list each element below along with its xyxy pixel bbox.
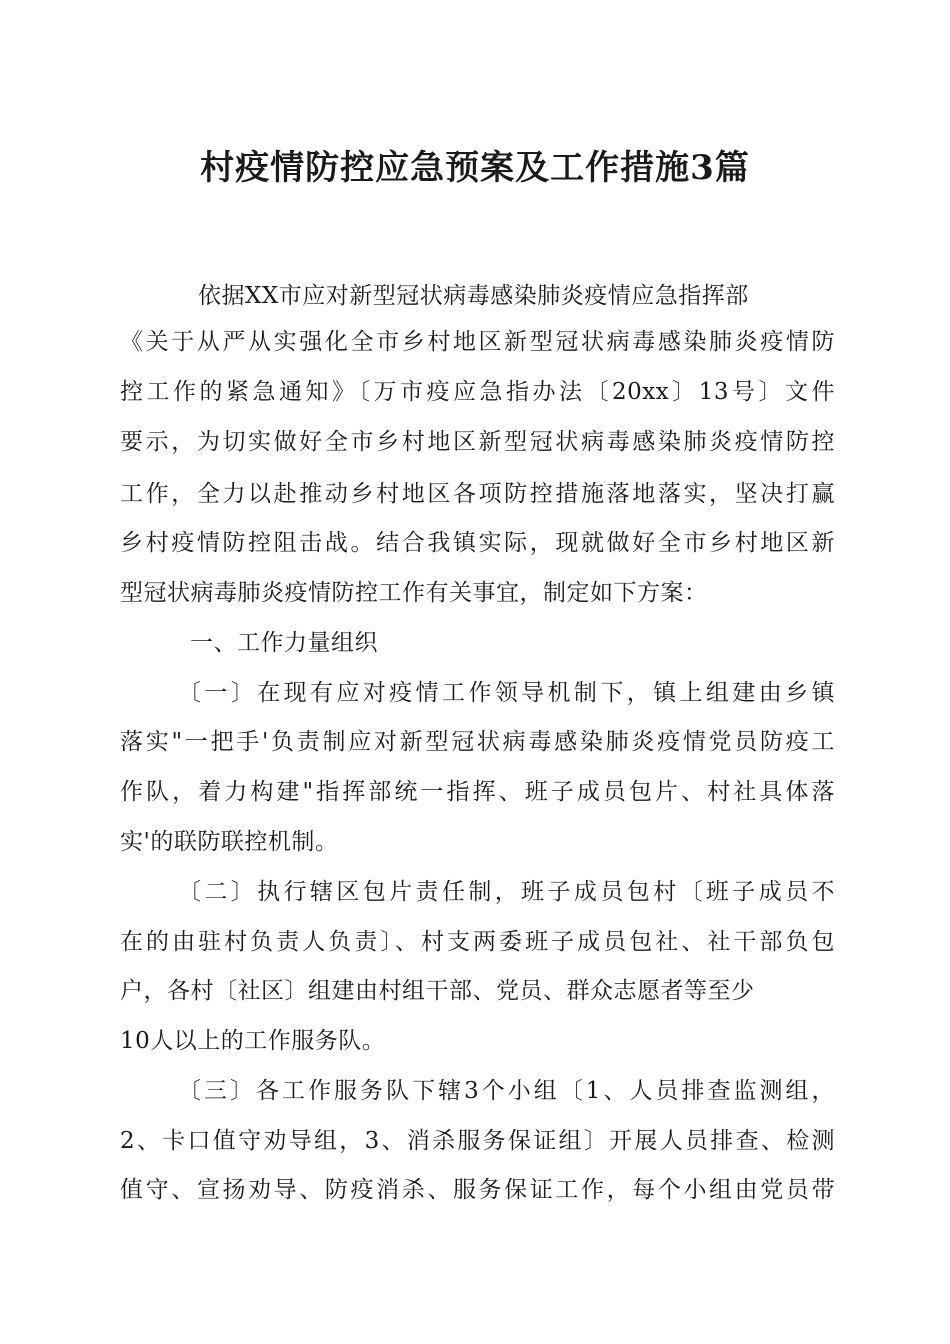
paragraph-line: 工作，全力以赴推动乡村地区各项防控措施落地落实，坚决打赢 [120, 481, 835, 507]
paragraph-line: 乡村疫情防控阻击战。结合我镇实际，现就做好全市乡村地区新 [120, 530, 835, 556]
paragraph-line: 实'的联防联控机制。 [120, 829, 339, 855]
paragraph-line: 〔三〕各工作服务队下辖3个小组〔1、人员排查监测组， [178, 1078, 835, 1104]
paragraph-line: 2、卡口值守劝导组，3、消杀服务保证组〕开展人员排查、检测 [120, 1128, 835, 1154]
section-heading: 一、工作力量组织 [190, 630, 378, 656]
paragraph-line: 要示，为切实做好全市乡村地区新型冠状病毒感染肺炎疫情防控 [120, 429, 835, 455]
paragraph-line: 《关于从严从实强化全市乡村地区新型冠状病毒感染肺炎疫情防 [120, 329, 835, 355]
paragraph-line: 10人以上的工作服务队。 [120, 1028, 386, 1054]
paragraph-line: 落实"一把手'负责制应对新型冠状病毒感染肺炎疫情党员防疫工 [120, 729, 835, 755]
paragraph-line: 户，各村〔社区〕组建由村组干部、党员、群众志愿者等至少 [120, 978, 755, 1004]
paragraph-line: 在的由驻村负责人负责〕、村支两委班子成员包社、社干部负包 [120, 929, 835, 955]
document-title: 村疫情防控应急预案及工作措施3篇 [200, 148, 750, 188]
paragraph-line: 作队，着力构建"指挥部统一指挥、班子成员包片、村社具体落 [120, 779, 835, 805]
paragraph-line: 〔一〕在现有应对疫情工作领导机制下，镇上组建由乡镇 [178, 680, 835, 706]
paragraph-line: 值守、宣扬劝导、防疫消杀、服务保证工作，每个小组由党员带 [120, 1177, 835, 1203]
paragraph-line: 型冠状病毒肺炎疫情防控工作有关事宜，制定如下方案： [120, 580, 708, 606]
paragraph-line: 〔二〕执行辖区包片责任制，班子成员包村〔班子成员不 [178, 879, 835, 905]
paragraph-line: 依据XX市应对新型冠状病毒感染肺炎疫情应急指挥部 [198, 283, 749, 309]
paragraph-line: 控工作的紧急通知》〔万市疫应急指办法〔20xx〕13号〕文件 [120, 379, 835, 405]
